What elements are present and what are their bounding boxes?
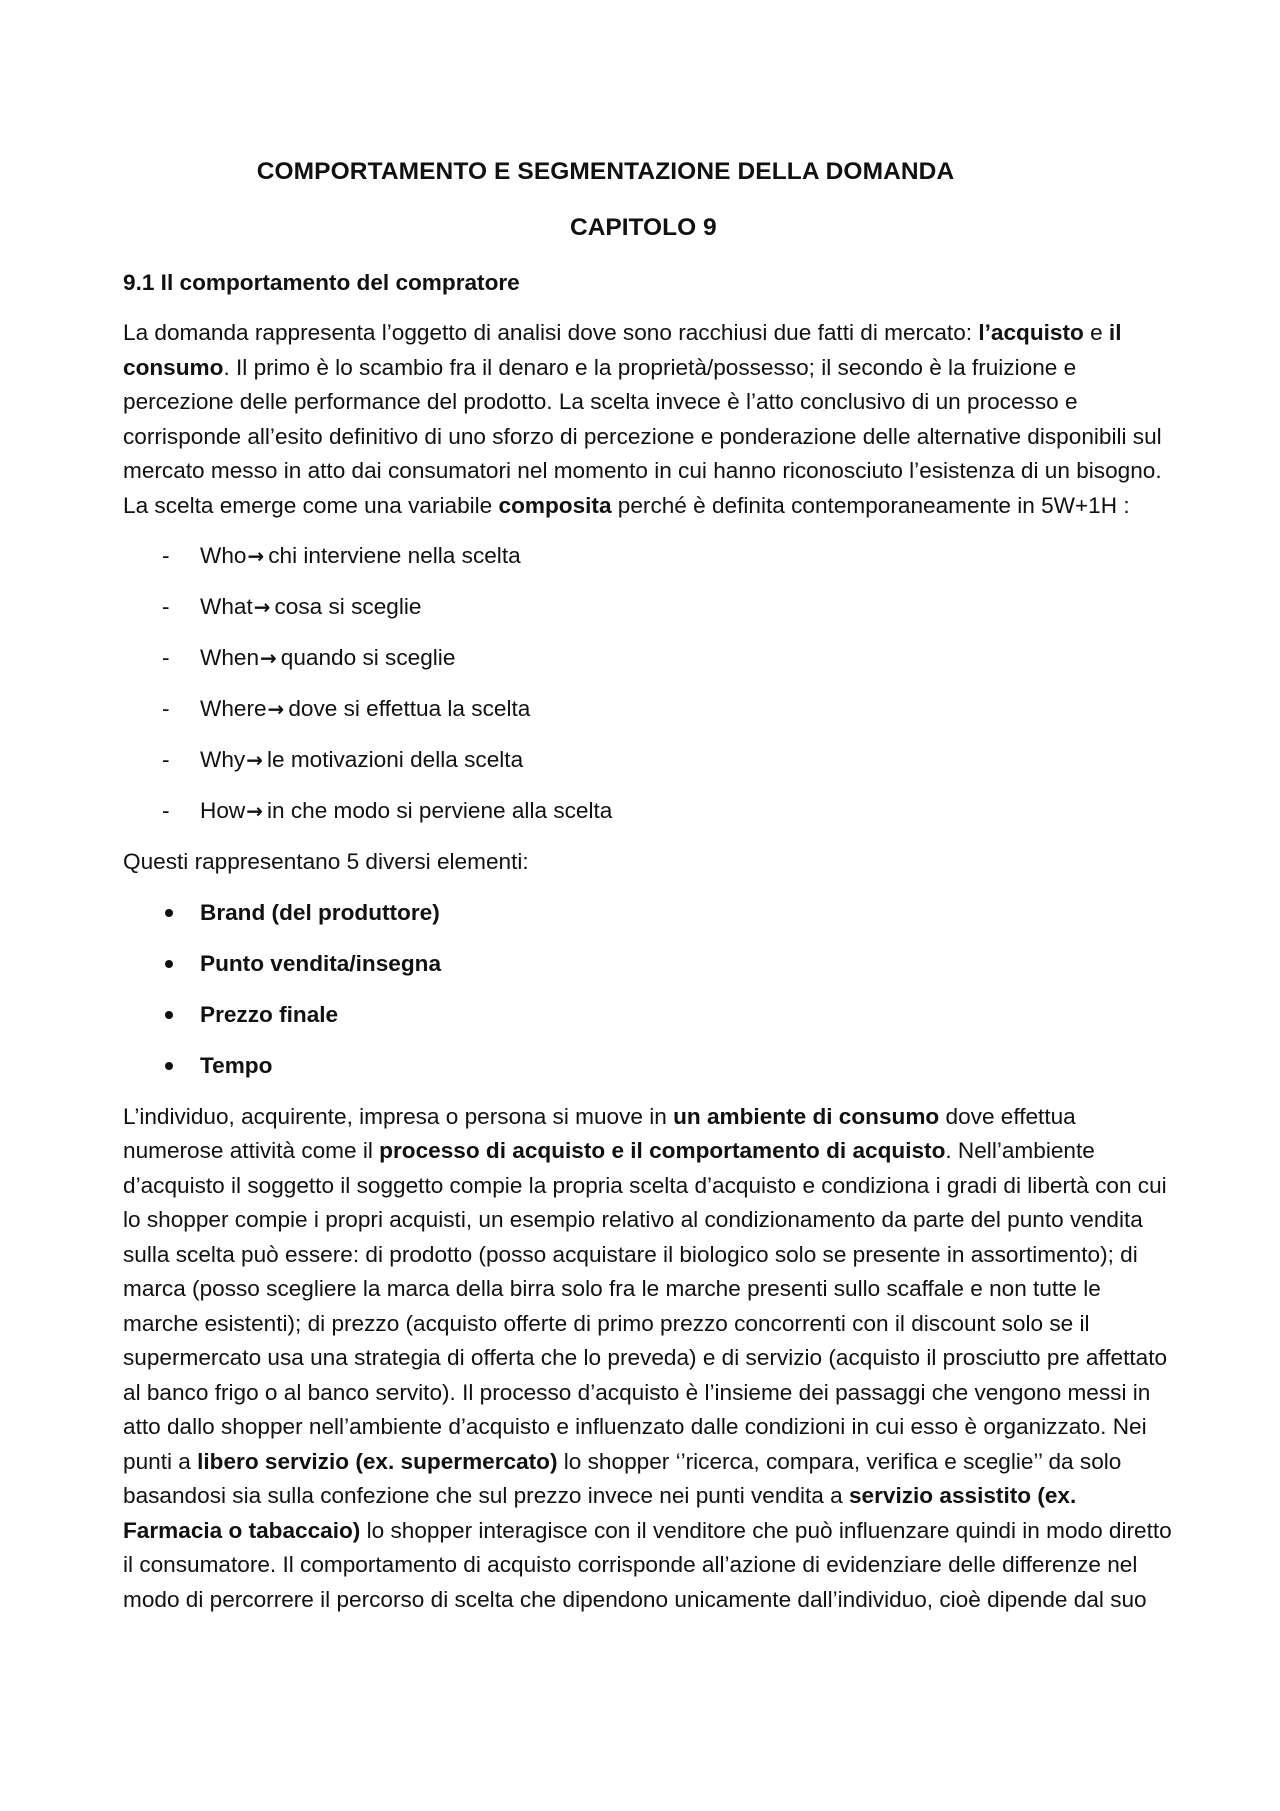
arrow-right-icon: →	[246, 799, 263, 823]
paragraph-ambiente	[123, 1100, 1178, 1618]
arrow-right-icon: →	[260, 646, 277, 670]
arrow-right-icon: →	[246, 748, 263, 772]
paragraph-intro	[123, 316, 1178, 523]
list-item-brand	[123, 896, 1178, 930]
list-item-when	[123, 641, 1178, 675]
list-item-term: Who	[200, 543, 247, 568]
list-item-desc: dove si effettua la scelta	[288, 696, 531, 721]
bold-libero-servizio: libero servizio (ex. supermercato)	[197, 1448, 558, 1474]
list-item-term: How	[200, 798, 246, 823]
list-item-label: Tempo	[200, 1052, 273, 1078]
list-item-desc: cosa si sceglie	[274, 594, 422, 619]
list-item-term: Where	[200, 696, 267, 721]
arrow-right-icon: →	[253, 595, 271, 619]
list-item-desc: le motivazioni della scelta	[266, 747, 524, 772]
list-item-punto-vendita	[123, 947, 1178, 981]
dash-marker: -	[162, 594, 170, 619]
bullet-icon	[165, 1062, 173, 1070]
bullet-icon	[165, 909, 173, 917]
arrow-right-icon: →	[247, 544, 265, 568]
list-item-term: What	[200, 594, 253, 619]
dash-marker: -	[162, 696, 170, 721]
paragraph-ambiente-text-5: lo shopper interagisce con il venditore che può influenzare quindi in modo diretto il consumatore. Il comportamento di acquisto corrisponde all’azione di evidenziare delle differenze nel modo di percorrere il percorso di scelta che dipendono unicamente dall’individuo, cioè dipende dal suo	[123, 1517, 1172, 1612]
paragraph-ambiente-text-2: dove effettua numerose attività come il	[123, 1103, 1076, 1163]
paragraph-elements-intro: Questi rappresentano 5 diversi elementi:	[123, 849, 529, 874]
dash-marker: -	[162, 543, 170, 568]
w-list	[123, 539, 1178, 828]
dash-marker: -	[162, 798, 170, 823]
list-item-how	[123, 794, 1178, 828]
paragraph-intro-text-2: e	[1083, 320, 1109, 345]
list-item-term: When	[200, 645, 260, 670]
list-item-what	[123, 590, 1178, 624]
list-item-label: Punto vendita/insegna	[200, 950, 442, 976]
list-item-prezzo-finale	[123, 998, 1178, 1032]
list-item-why	[123, 743, 1178, 777]
bullet-icon	[165, 960, 173, 968]
dash-marker: -	[162, 645, 170, 670]
list-item-tempo	[123, 1049, 1178, 1083]
list-item-label: Brand (del produttore)	[200, 899, 440, 925]
list-item-who	[123, 539, 1178, 573]
section-heading: 9.1 Il comportamento del compratore	[123, 270, 520, 295]
bold-processo-acquisto: processo di acquisto e il comportamento di acquisto	[379, 1138, 946, 1163]
paragraph-intro-text-4: perché è definita contemporaneamente in 5W+1H :	[611, 492, 1130, 518]
document-body	[123, 266, 1178, 1633]
list-item-label: Prezzo finale	[200, 1001, 339, 1027]
paragraph-ambiente-text-3: . Nell’ambiente d’acquisto il soggetto il soggetto compie la propria scelta d’acquisto e condiziona i gradi di libertà con cui lo shopper compie i propri acquisti, un esempio relativo al condizionamento da parte del punto vendita sulla scelta può essere: di prodotto (posso acquistare il biologico solo se presente in assortimento); di marca (posso scegliere la marca della birra solo fra le marche presenti sullo scaffale e non tutte le marche esistenti); di prezzo (acquisto offerte di primo prezzo concorrenti con il discount solo se il supermercato usa una strategia di offerta che lo preveda) e di servizio (acquisto il prosciutto pre affettato al banco frigo o al banco servito). Il processo d’acquisto è l’insieme dei passaggi che vengono messi in atto dallo shopper nell’ambiente d’acquisto e influenzato dalle condizioni in cui esso è organizzato. Nei punti a	[123, 1138, 1168, 1474]
paragraph-ambiente-text-4: lo shopper ‘’ricerca, compara, verifica e sceglie’’ da solo basandosi sia sulla confezione che sul prezzo invece nei punti vendita a	[123, 1448, 1122, 1508]
bold-consumo: il consumo	[123, 320, 1122, 380]
bold-servizio-assistito: servizio assistito (ex. Farmacia o tabaccaio)	[123, 1483, 1077, 1543]
list-item-term: Why	[200, 747, 246, 772]
document-title: COMPORTAMENTO E SEGMENTAZIONE DELLA DOMANDA	[256, 158, 955, 185]
list-item-desc: quando si sceglie	[280, 645, 456, 670]
chapter-title: CAPITOLO 9	[570, 214, 717, 241]
bold-ambiente-consumo: un ambiente di consumo	[673, 1103, 940, 1129]
list-item-desc: chi interviene nella scelta	[268, 543, 521, 568]
list-item-desc: in che modo si perviene alla scelta	[266, 798, 613, 823]
bold-acquisto: l’acquisto	[978, 320, 1084, 345]
paragraph-ambiente-text-1: L’individuo, acquirente, impresa o persona si muove in	[123, 1103, 674, 1129]
dash-marker: -	[162, 747, 170, 772]
elements-list	[123, 896, 1178, 1083]
bold-composita: composita	[498, 492, 612, 518]
paragraph-intro-text-3: . Il primo è lo scambio fra il denaro e la proprietà/possesso; il secondo è la fruizione e percezione delle performance del prodotto. La scelta invece è l’atto conclusivo di un processo e corrisponde all’esito definitivo di uno sforzo di percezione e ponderazione delle alternative disponibili sul mercato messo in atto dai consumatori nel momento in cui hanno riconosciuto l’esistenza di un bisogno. La scelta emerge come una variabile	[123, 354, 1162, 518]
list-item-where	[123, 692, 1178, 726]
paragraph-intro-text-1: La domanda rappresenta l’oggetto di analisi dove sono racchiusi due fatti di mercato:	[123, 320, 979, 345]
bullet-icon	[165, 1011, 173, 1019]
arrow-right-icon: →	[267, 697, 285, 721]
